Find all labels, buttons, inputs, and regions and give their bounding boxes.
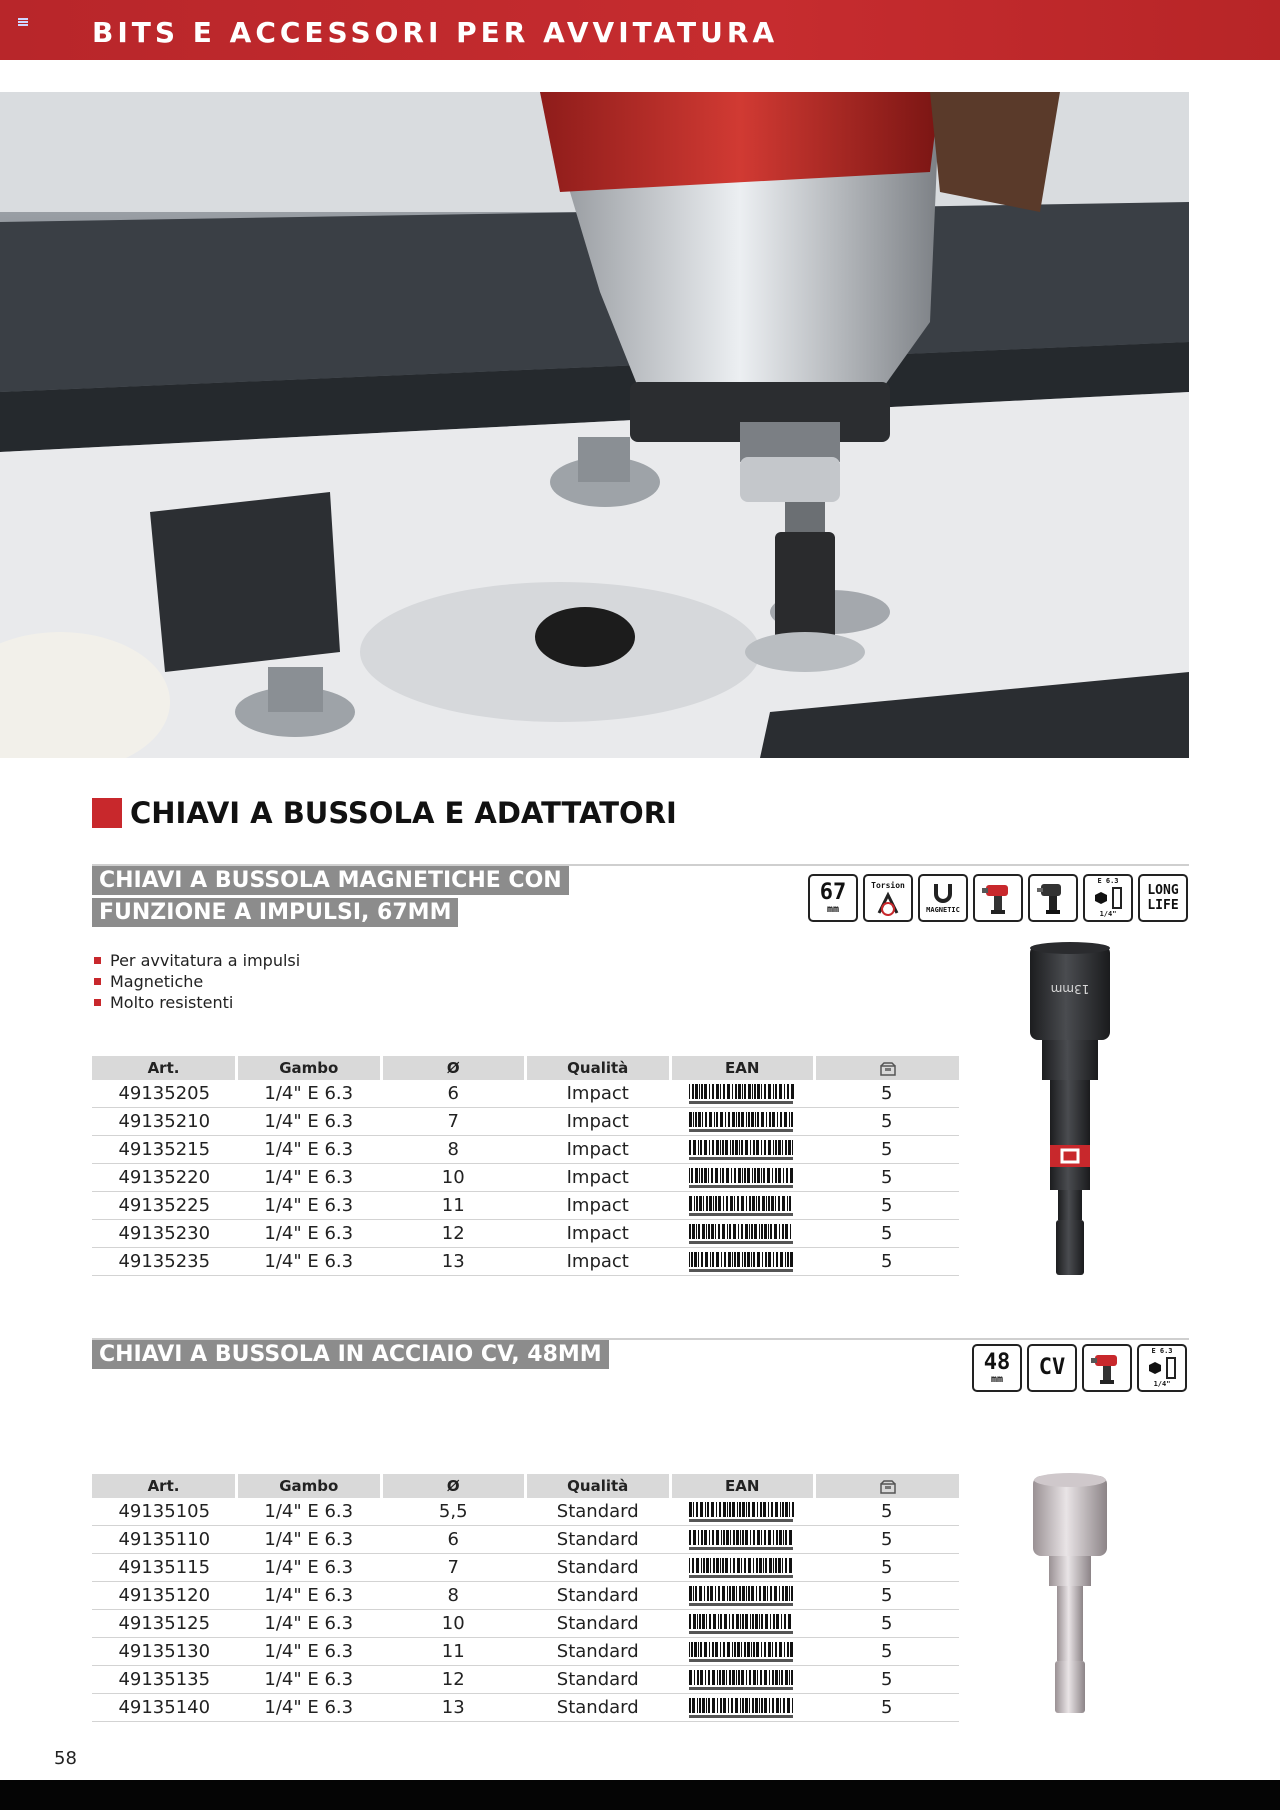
cell-art: 49135115 xyxy=(92,1554,237,1582)
cell-art: 49135235 xyxy=(92,1248,237,1276)
cell-gambo: 1/4" E 6.3 xyxy=(237,1526,382,1554)
cell-art: 49135205 xyxy=(92,1080,237,1108)
drill-driver-icon xyxy=(973,874,1023,922)
table-row xyxy=(92,1582,959,1610)
cell-art: 49135215 xyxy=(92,1136,237,1164)
long-life-icon: LONG LIFE xyxy=(1138,874,1188,922)
cell-diameter: 10 xyxy=(381,1164,526,1192)
col-diameter: Ø xyxy=(381,1056,526,1080)
cell-ean xyxy=(670,1248,815,1276)
cell-ean xyxy=(670,1610,815,1638)
cell-diameter: 11 xyxy=(381,1638,526,1666)
cell-diameter: 5,5 xyxy=(381,1498,526,1526)
cell-ean xyxy=(670,1136,815,1164)
hex-shank-icon: E 6.3 1/4" xyxy=(1137,1344,1187,1392)
cell-ean xyxy=(670,1554,815,1582)
impact-driver-icon xyxy=(1028,874,1078,922)
cell-package-qty: 5 xyxy=(815,1666,960,1694)
cell-diameter: 6 xyxy=(381,1080,526,1108)
barcode-icon xyxy=(687,1111,797,1133)
cell-gambo: 1/4" E 6.3 xyxy=(237,1164,382,1192)
cell-art: 49135120 xyxy=(92,1582,237,1610)
package-icon xyxy=(880,1480,896,1494)
feature-item: Molto resistenti xyxy=(92,992,300,1013)
torsion-icon: Torsion xyxy=(863,874,913,922)
barcode-icon xyxy=(687,1557,797,1579)
product-title xyxy=(92,866,569,930)
cell-ean xyxy=(670,1638,815,1666)
hero-photo xyxy=(0,92,1189,758)
cell-gambo: 1/4" E 6.3 xyxy=(237,1666,382,1694)
cell-art: 49135140 xyxy=(92,1694,237,1722)
barcode-icon xyxy=(687,1501,797,1523)
cell-qualita: Standard xyxy=(526,1638,671,1666)
section-marker xyxy=(92,798,122,828)
col-qualita: Qualità xyxy=(526,1474,671,1498)
cv-steel-icon: CV xyxy=(1027,1344,1077,1392)
cell-package-qty: 5 xyxy=(815,1192,960,1220)
cell-gambo: 1/4" E 6.3 xyxy=(237,1498,382,1526)
cell-qualita: Impact xyxy=(526,1136,671,1164)
cell-package-qty: 5 xyxy=(815,1638,960,1666)
barcode-icon xyxy=(687,1251,797,1273)
cell-ean xyxy=(670,1582,815,1610)
cell-qualita: Standard xyxy=(526,1666,671,1694)
table-row xyxy=(92,1220,959,1248)
col-diameter: Ø xyxy=(381,1474,526,1498)
cell-ean xyxy=(670,1080,815,1108)
cell-diameter: 8 xyxy=(381,1136,526,1164)
length-67mm-icon: 67 mm xyxy=(808,874,858,922)
drill-driver-icon xyxy=(1082,1344,1132,1392)
table-row xyxy=(92,1498,959,1526)
cell-gambo: 1/4" E 6.3 xyxy=(237,1582,382,1610)
section-title: CHIAVI A BUSSOLA E ADATTATORI xyxy=(130,796,677,830)
cell-diameter: 10 xyxy=(381,1610,526,1638)
cell-ean xyxy=(670,1192,815,1220)
barcode-icon xyxy=(687,1613,797,1635)
cell-gambo: 1/4" E 6.3 xyxy=(237,1080,382,1108)
page-header xyxy=(0,0,1280,60)
cell-diameter: 13 xyxy=(381,1694,526,1722)
cell-gambo: 1/4" E 6.3 xyxy=(237,1108,382,1136)
table-row xyxy=(92,1108,959,1136)
cell-art: 49135110 xyxy=(92,1526,237,1554)
footer-bar xyxy=(0,1780,1280,1810)
cell-qualita: Standard xyxy=(526,1694,671,1722)
feature-item: Magnetiche xyxy=(92,971,300,992)
col-ean: EAN xyxy=(670,1474,815,1498)
table-row xyxy=(92,1694,959,1722)
barcode-icon xyxy=(687,1083,797,1105)
cell-art: 49135210 xyxy=(92,1108,237,1136)
table-header-row xyxy=(92,1056,959,1080)
cell-diameter: 12 xyxy=(381,1220,526,1248)
col-package xyxy=(815,1056,960,1080)
cell-qualita: Standard xyxy=(526,1498,671,1526)
cell-ean xyxy=(670,1164,815,1192)
cell-diameter: 11 xyxy=(381,1192,526,1220)
package-icon xyxy=(880,1062,896,1076)
cell-qualita: Impact xyxy=(526,1192,671,1220)
cell-gambo: 1/4" E 6.3 xyxy=(237,1694,382,1722)
cell-gambo: 1/4" E 6.3 xyxy=(237,1192,382,1220)
cell-package-qty: 5 xyxy=(815,1498,960,1526)
product-table xyxy=(92,1056,959,1276)
cell-qualita: Impact xyxy=(526,1164,671,1192)
cell-ean xyxy=(670,1526,815,1554)
svg-text:13mm: 13mm xyxy=(1050,982,1090,996)
barcode-icon xyxy=(687,1697,797,1719)
cell-art: 49135105 xyxy=(92,1498,237,1526)
table-row xyxy=(92,1164,959,1192)
menu-icon[interactable] xyxy=(18,18,28,26)
feature-icons xyxy=(808,874,1188,922)
table-row xyxy=(92,1554,959,1582)
cell-gambo: 1/4" E 6.3 xyxy=(237,1248,382,1276)
col-gambo: Gambo xyxy=(237,1474,382,1498)
product-title xyxy=(92,1340,609,1372)
cell-qualita: Impact xyxy=(526,1248,671,1276)
barcode-icon xyxy=(687,1139,797,1161)
cell-gambo: 1/4" E 6.3 xyxy=(237,1638,382,1666)
col-qualita: Qualità xyxy=(526,1056,671,1080)
cell-package-qty: 5 xyxy=(815,1526,960,1554)
feature-list xyxy=(92,950,300,1013)
cell-package-qty: 5 xyxy=(815,1248,960,1276)
hex-shank-icon: E 6.3 1/4" xyxy=(1083,874,1133,922)
cell-gambo: 1/4" E 6.3 xyxy=(237,1136,382,1164)
product-image-socket-magnetic xyxy=(1020,940,1120,1284)
barcode-icon xyxy=(687,1585,797,1607)
col-ean: EAN xyxy=(670,1056,815,1080)
barcode-icon xyxy=(687,1223,797,1245)
barcode-icon xyxy=(687,1167,797,1189)
page-title: BITS E ACCESSORI PER AVVITATURA xyxy=(92,16,779,49)
cell-qualita: Impact xyxy=(526,1080,671,1108)
cell-ean xyxy=(670,1498,815,1526)
cell-package-qty: 5 xyxy=(815,1610,960,1638)
impact-driver-photo xyxy=(0,92,1189,758)
magnetic-icon: MAGNETIC xyxy=(918,874,968,922)
cell-art: 49135220 xyxy=(92,1164,237,1192)
col-art: Art. xyxy=(92,1474,237,1498)
table-row xyxy=(92,1192,959,1220)
product-title-line: CHIAVI A BUSSOLA IN ACCIAIO CV, 48MM xyxy=(92,1340,609,1369)
cell-diameter: 8 xyxy=(381,1582,526,1610)
cell-diameter: 6 xyxy=(381,1526,526,1554)
cell-art: 49135225 xyxy=(92,1192,237,1220)
barcode-icon xyxy=(687,1529,797,1551)
cell-qualita: Standard xyxy=(526,1554,671,1582)
product-image-socket-cv xyxy=(1025,1468,1115,1722)
cell-ean xyxy=(670,1108,815,1136)
cell-art: 49135125 xyxy=(92,1610,237,1638)
col-gambo: Gambo xyxy=(237,1056,382,1080)
barcode-icon xyxy=(687,1669,797,1691)
cell-art: 49135130 xyxy=(92,1638,237,1666)
table-row xyxy=(92,1610,959,1638)
feature-icons xyxy=(972,1344,1187,1392)
cell-package-qty: 5 xyxy=(815,1080,960,1108)
table-row xyxy=(92,1638,959,1666)
cell-diameter: 13 xyxy=(381,1248,526,1276)
table-row xyxy=(92,1248,959,1276)
cell-diameter: 7 xyxy=(381,1108,526,1136)
barcode-icon xyxy=(687,1195,797,1217)
cell-package-qty: 5 xyxy=(815,1554,960,1582)
cell-package-qty: 5 xyxy=(815,1136,960,1164)
page-number: 58 xyxy=(54,1748,77,1769)
cell-gambo: 1/4" E 6.3 xyxy=(237,1220,382,1248)
cell-package-qty: 5 xyxy=(815,1108,960,1136)
product-title-line: FUNZIONE A IMPULSI, 67MM xyxy=(92,898,458,927)
table-row xyxy=(92,1080,959,1108)
cell-qualita: Impact xyxy=(526,1220,671,1248)
table-row xyxy=(92,1136,959,1164)
table-header-row xyxy=(92,1474,959,1498)
length-48mm-icon: 48 mm xyxy=(972,1344,1022,1392)
cell-package-qty: 5 xyxy=(815,1164,960,1192)
col-package xyxy=(815,1474,960,1498)
col-art: Art. xyxy=(92,1056,237,1080)
cell-art: 49135230 xyxy=(92,1220,237,1248)
cell-package-qty: 5 xyxy=(815,1220,960,1248)
feature-item: Per avvitatura a impulsi xyxy=(92,950,300,971)
cell-gambo: 1/4" E 6.3 xyxy=(237,1554,382,1582)
product-table xyxy=(92,1474,959,1722)
table-row xyxy=(92,1666,959,1694)
cell-art: 49135135 xyxy=(92,1666,237,1694)
cell-package-qty: 5 xyxy=(815,1694,960,1722)
cell-ean xyxy=(670,1694,815,1722)
barcode-icon xyxy=(687,1641,797,1663)
cell-qualita: Standard xyxy=(526,1582,671,1610)
cell-qualita: Standard xyxy=(526,1610,671,1638)
cell-qualita: Impact xyxy=(526,1108,671,1136)
table-row xyxy=(92,1526,959,1554)
cell-diameter: 12 xyxy=(381,1666,526,1694)
cell-qualita: Standard xyxy=(526,1526,671,1554)
product-title-line: CHIAVI A BUSSOLA MAGNETICHE CON xyxy=(92,866,569,895)
cell-package-qty: 5 xyxy=(815,1582,960,1610)
cell-ean xyxy=(670,1220,815,1248)
cell-diameter: 7 xyxy=(381,1554,526,1582)
cell-gambo: 1/4" E 6.3 xyxy=(237,1610,382,1638)
cell-ean xyxy=(670,1666,815,1694)
